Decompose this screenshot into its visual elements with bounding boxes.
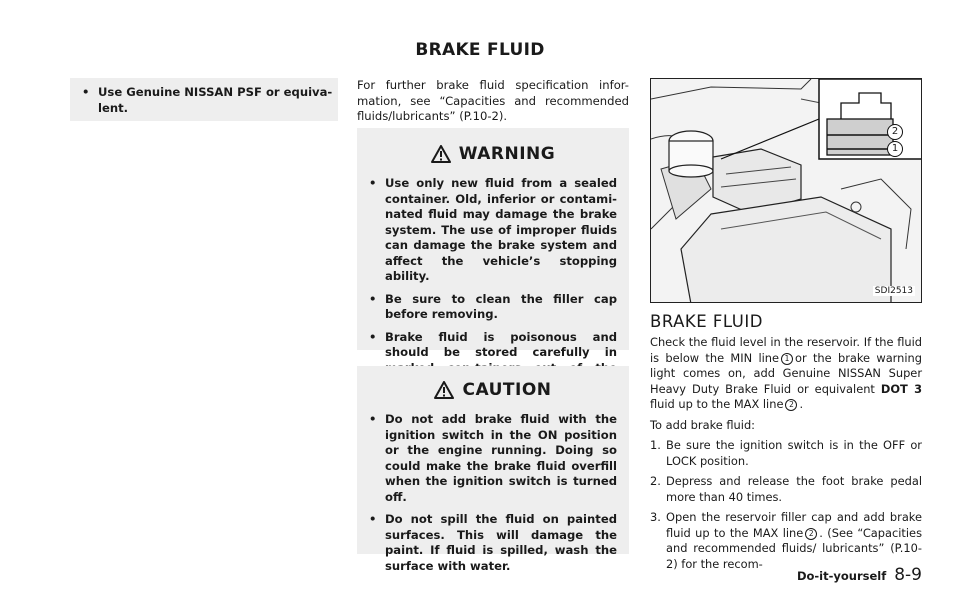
bullet-icon: • [369,329,377,344]
dot3-label: DOT 3 [880,381,922,396]
bullet-icon: • [369,291,377,306]
figure-code: SDI2513 [874,286,913,296]
page-footer [797,565,922,585]
footer-section: Do-it-yourself [796,569,887,583]
caution-triangle-icon [434,381,454,399]
step-number: 3. [650,510,661,524]
caution-items [357,402,629,574]
warning-triangle-icon [431,145,451,163]
warning-item-text: Use only new fluid from a sealed container. Old, inferior or contami-nated fluid may damage the brake system. The use of improper fluids can damage the brake system and affect the vehicle’s stopping ability. [385,176,617,283]
list-item [650,510,922,572]
list-item [357,512,617,574]
text-span: . [799,397,804,411]
step-number: 1. [650,438,661,452]
page-header: BRAKE FLUID [415,40,545,60]
psf-note-box [70,78,338,121]
brake-reservoir-illustration [650,78,922,303]
text-span: fluid up to the MAX line [650,397,784,411]
bullet-icon: • [369,412,377,426]
step-text: . (See “Capacities and recommended fluids/ lubricants” (P.10-2) for the recom- [666,525,922,571]
step-text: Open the reservoir filler cap and add brake fluid up to the MAX line [666,510,922,540]
caution-box [357,366,629,573]
text-span: or the brake warning light comes on, add Genuine NISSAN Super Heavy Duty Brake Fluid or equivalent [650,350,922,396]
bullet-icon: • [369,512,377,526]
bullet-text: Use Genuine NISSAN PSF or equiva-lent. [98,85,333,115]
check-level-paragraph [650,335,922,413]
callout-min-line: 1 [887,141,903,157]
steps-list [650,438,922,572]
list-item [357,292,617,323]
text-span: Check the fluid level in the reservoir. If the fluid is below the MIN line [650,335,922,365]
warning-items [357,166,629,392]
circled-number: 2 [805,528,817,540]
section-title: BRAKE FLUID [650,312,763,331]
list-item [650,474,922,505]
bullet-icon: • [82,85,90,99]
list-item [357,176,617,285]
warning-item-text: Brake fluid is poisonous and should be stored carefully in [385,329,617,359]
bullet-icon: • [369,176,377,190]
brake-fluid-text [650,335,922,577]
warning-box [357,128,629,359]
step-text: Be sure the ignition switch is in the OFF or LOCK position. [666,438,922,468]
page-number: 8-9 [894,565,922,585]
caution-item-text: Do not add brake fluid with the ignition switch in the ON position or the engine running. Doing so could make the brake fluid overfill when the ignition switch is turned off. [385,412,617,504]
step-text: Depress and release the foot brake pedal more than 40 times. [666,474,922,504]
list-item [357,412,617,505]
circled-number: 2 [785,399,797,411]
callout-max-line: 2 [887,124,903,140]
warning-item-text: Be sure to clean the filler cap before removing. [385,291,617,321]
warning-title [357,128,629,166]
step-number: 2. [650,474,661,488]
engine-bay-drawing [651,79,922,303]
intro-paragraph: For further brake fluid specification infor-mation, see “Capacities and recommended fluids/lubricants” (P.10-2). [357,78,629,123]
caution-title-text: CAUTION [462,380,552,400]
to-add-label: To add brake fluid: [650,417,756,432]
list-item [70,78,338,116]
circled-number: 1 [781,353,793,365]
caution-title [357,366,629,402]
warning-title-text: WARNING [458,144,556,164]
caution-item-text: Do not spill the fluid on painted surfaces. This will damage the paint. If fluid is spilled, wash the surface with water. [385,512,617,573]
list-item [650,438,922,469]
